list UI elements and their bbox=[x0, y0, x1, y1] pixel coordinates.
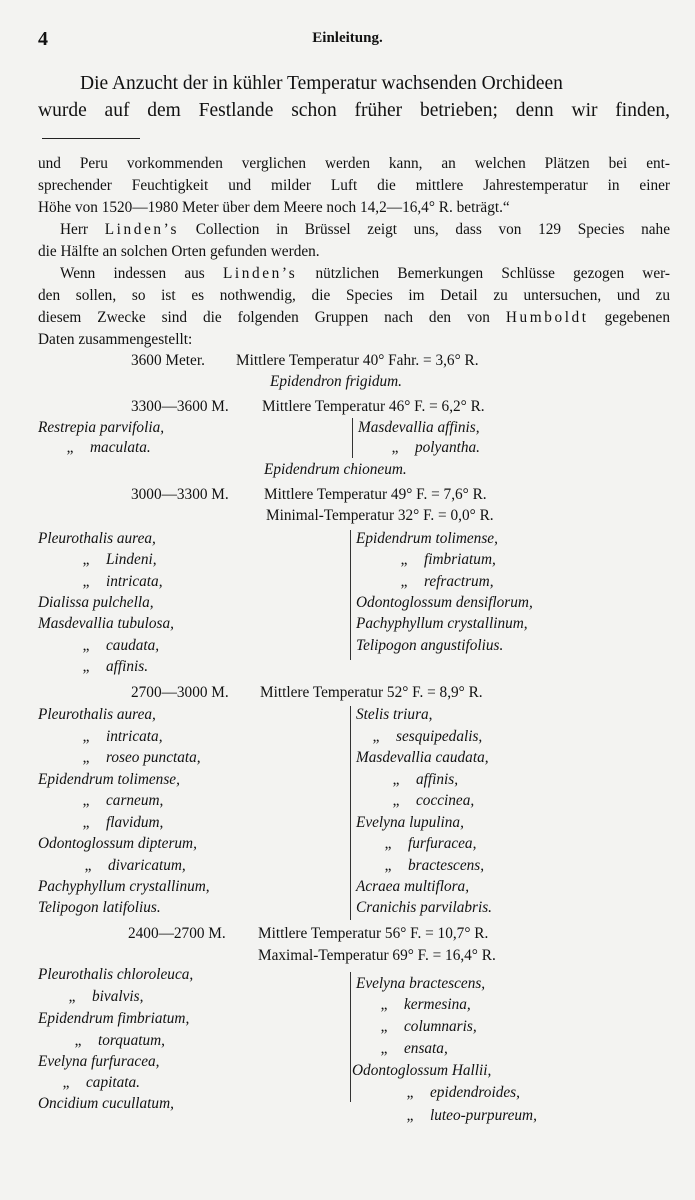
species-name: Epidendrum tolimense, bbox=[38, 771, 180, 788]
altitude-label: 3300—3600 M. bbox=[131, 398, 229, 415]
species-epithet: roseo punctata, bbox=[106, 749, 201, 766]
species-name: Epidendrum fimbriatum, bbox=[38, 1010, 190, 1027]
ditto-mark: „ bbox=[82, 551, 90, 568]
species-name bbox=[50, 439, 151, 457]
footnote-line: sprechender Feuchtigkeit und milder Luft die mittlere Jahrestemperatur in einer bbox=[38, 177, 670, 194]
ditto-mark: „ bbox=[82, 573, 90, 590]
footnote-text: Collection in Brüssel zeigt uns, dass von 129 Species nahe bbox=[179, 221, 670, 238]
species-epithet: affinis, bbox=[416, 771, 459, 788]
ditto-mark: „ bbox=[391, 439, 399, 456]
person-name: Linden’s bbox=[222, 265, 298, 282]
species-name: Odontoglossum dipterum, bbox=[38, 835, 197, 852]
species-name: Acraea multiflora, bbox=[356, 878, 470, 895]
ditto-mark: „ bbox=[82, 814, 90, 831]
species-name bbox=[58, 1032, 165, 1050]
ditto-mark: „ bbox=[392, 792, 400, 809]
page-number: 4 bbox=[38, 28, 48, 50]
ditto-mark: „ bbox=[62, 1074, 70, 1091]
altitude-label: 3000—3300 M. bbox=[131, 486, 229, 503]
species-name bbox=[66, 551, 157, 569]
ditto-mark: „ bbox=[74, 1032, 82, 1049]
species-name bbox=[364, 1040, 448, 1058]
species-name: Evelyna furfuracea, bbox=[38, 1053, 160, 1070]
species-epithet: intricata, bbox=[106, 573, 163, 590]
species-name bbox=[66, 728, 163, 746]
species-epithet: torquatum, bbox=[98, 1032, 165, 1049]
ditto-mark: „ bbox=[82, 792, 90, 809]
temperature-line: Mittlere Temperatur 40° Fahr. = 3,6° R. bbox=[236, 352, 479, 369]
ditto-mark: „ bbox=[380, 996, 388, 1013]
intro-line-1: Die Anzucht der in kühler Temperatur wachsenden Orchideen bbox=[80, 73, 563, 94]
species-name: Cranichis parvilabris. bbox=[356, 899, 492, 916]
ditto-mark: „ bbox=[82, 749, 90, 766]
species-name: Epidendron frigidum. bbox=[270, 373, 403, 390]
species-name bbox=[390, 1084, 520, 1102]
intro-line-2: wurde auf dem Festlande schon früher betrieben; denn wir finden, bbox=[38, 100, 670, 121]
species-epithet: maculata. bbox=[90, 439, 151, 456]
species-name: Pachyphyllum crystallinum, bbox=[38, 878, 210, 895]
species-name bbox=[376, 771, 458, 789]
ditto-mark: „ bbox=[406, 1107, 414, 1124]
species-name: Dialissa pulchella, bbox=[38, 594, 154, 611]
species-epithet: fimbriatum, bbox=[424, 551, 496, 568]
species-epithet: flavidum, bbox=[106, 814, 164, 831]
species-name bbox=[375, 439, 480, 457]
species-epithet: bractescens, bbox=[408, 857, 485, 874]
footnote-line: Daten zusammengestellt: bbox=[38, 331, 193, 348]
species-name bbox=[66, 637, 159, 655]
footnote-line: und Peru vorkommenden verglichen werden kann, an welchen Plätzen bei ent- bbox=[38, 155, 670, 172]
ditto-mark: „ bbox=[406, 1084, 414, 1101]
species-epithet: carneum, bbox=[106, 792, 164, 809]
species-name: Pleurothalis aurea, bbox=[38, 530, 156, 547]
species-name bbox=[364, 1018, 477, 1036]
altitude-label: 3600 Meter. bbox=[131, 352, 205, 369]
ditto-mark: „ bbox=[372, 728, 380, 745]
footnote-text: Herr bbox=[60, 221, 105, 238]
ditto-mark: „ bbox=[400, 551, 408, 568]
temperature-line: Mittlere Temperatur 52° F. = 8,9° R. bbox=[260, 684, 483, 701]
species-epithet: polyantha. bbox=[415, 439, 481, 456]
species-epithet: furfuracea, bbox=[408, 835, 477, 852]
ditto-mark: „ bbox=[384, 857, 392, 874]
ditto-mark: „ bbox=[400, 573, 408, 590]
species-name: Masdevallia caudata, bbox=[356, 749, 489, 766]
species-name: Telipogon latifolius. bbox=[38, 899, 161, 916]
species-epithet: kermesina, bbox=[404, 996, 471, 1013]
footnote-line: den sollen, so ist es nothwendig, die Species im Detail zu untersuchen, und zu bbox=[38, 287, 670, 304]
ditto-mark: „ bbox=[82, 637, 90, 654]
species-name: Restrepia parvifolia, bbox=[38, 419, 165, 436]
species-name bbox=[66, 814, 163, 832]
species-name bbox=[66, 573, 163, 591]
species-name: Epidendrum chioneum. bbox=[264, 461, 407, 478]
footnote-line bbox=[60, 219, 670, 241]
species-name bbox=[368, 835, 476, 853]
altitude-label: 2400—2700 M. bbox=[128, 925, 226, 942]
species-name: Stelis triura, bbox=[356, 706, 433, 723]
footnote-line: Höhe von 1520—1980 Meter über dem Meere noch 14,2—16,4° R. beträgt.“ bbox=[38, 199, 510, 216]
species-name bbox=[390, 1107, 537, 1125]
temperature-line: Mittlere Temperatur 56° F. = 10,7° R. bbox=[258, 925, 489, 942]
temperature-line: Mittlere Temperatur 46° F. = 6,2° R. bbox=[262, 398, 485, 415]
species-epithet: columnaris, bbox=[404, 1018, 477, 1035]
species-name bbox=[66, 792, 163, 810]
species-name: Telipogon angustifolius. bbox=[356, 637, 504, 654]
species-name bbox=[66, 749, 201, 767]
ditto-mark: „ bbox=[380, 1018, 388, 1035]
ditto-mark: „ bbox=[66, 439, 74, 456]
species-name: Epidendrum tolimense, bbox=[356, 530, 498, 547]
running-header: Einleitung. bbox=[312, 30, 383, 46]
altitude-label: 2700—3000 M. bbox=[131, 684, 229, 701]
species-epithet: divaricatum, bbox=[108, 857, 186, 874]
footnote-text: nützlichen Bemerkungen Schlüsse gezogen wer- bbox=[297, 265, 671, 282]
species-name: Pleurothalis chloroleuca, bbox=[38, 966, 194, 983]
column-divider bbox=[350, 972, 351, 1102]
column-divider bbox=[350, 706, 351, 920]
column-divider bbox=[350, 530, 351, 660]
temperature-line: Maximal-Temperatur 69° F. = 16,4° R. bbox=[258, 947, 496, 964]
species-name bbox=[52, 988, 143, 1006]
species-name: Masdevallia affinis, bbox=[358, 419, 480, 436]
species-name bbox=[356, 728, 482, 746]
species-name bbox=[46, 1074, 140, 1092]
species-name: Oncidium cucullatum, bbox=[38, 1095, 174, 1112]
species-epithet: capitata. bbox=[86, 1074, 140, 1091]
species-name: Odontoglossum Hallii, bbox=[352, 1062, 492, 1079]
person-name: Humboldt bbox=[505, 309, 589, 326]
footnote-line bbox=[60, 263, 670, 285]
ditto-mark: „ bbox=[82, 658, 90, 675]
species-epithet: refractrum, bbox=[424, 573, 494, 590]
species-epithet: sesquipedalis, bbox=[396, 728, 483, 745]
ditto-mark: „ bbox=[384, 835, 392, 852]
ditto-mark: „ bbox=[82, 728, 90, 745]
footnote-text: diesem Zwecke sind die folgenden Gruppen nach den von bbox=[38, 309, 506, 326]
person-name: Linden’s bbox=[104, 221, 180, 238]
footnote-line: die Hälfte an solchen Orten gefunden werden. bbox=[38, 243, 320, 260]
ditto-mark: „ bbox=[68, 988, 76, 1005]
species-name bbox=[364, 996, 471, 1014]
species-epithet: ensata, bbox=[404, 1040, 448, 1057]
species-name bbox=[368, 857, 484, 875]
footnote-line bbox=[38, 307, 670, 329]
species-name: Pleurothalis aurea, bbox=[38, 706, 156, 723]
species-epithet: coccinea, bbox=[416, 792, 475, 809]
species-name: Evelyna bractescens, bbox=[356, 975, 486, 992]
footnote-rule bbox=[42, 138, 140, 139]
temperature-line: Minimal-Temperatur 32° F. = 0,0° R. bbox=[266, 507, 494, 524]
species-name bbox=[68, 857, 186, 875]
species-epithet: Lindeni, bbox=[106, 551, 157, 568]
footnote-text: Wenn indessen aus bbox=[60, 265, 223, 282]
ditto-mark: „ bbox=[380, 1040, 388, 1057]
species-name bbox=[384, 573, 494, 591]
species-name bbox=[66, 658, 148, 676]
species-epithet: epidendroides, bbox=[430, 1084, 520, 1101]
species-epithet: affinis. bbox=[106, 658, 149, 675]
column-divider bbox=[352, 418, 353, 458]
ditto-mark: „ bbox=[84, 857, 92, 874]
species-name bbox=[384, 551, 496, 569]
species-name: Evelyna lupulina, bbox=[356, 814, 464, 831]
species-name: Masdevallia tubulosa, bbox=[38, 615, 174, 632]
ditto-mark: „ bbox=[392, 771, 400, 788]
species-name: Odontoglossum densiflorum, bbox=[356, 594, 533, 611]
species-epithet: bivalvis, bbox=[92, 988, 144, 1005]
species-epithet: intricata, bbox=[106, 728, 163, 745]
temperature-line: Mittlere Temperatur 49° F. = 7,6° R. bbox=[264, 486, 487, 503]
species-name: Pachyphyllum crystallinum, bbox=[356, 615, 528, 632]
species-name bbox=[376, 792, 474, 810]
footnote-text: gegebenen bbox=[588, 309, 670, 326]
species-epithet: caudata, bbox=[106, 637, 160, 654]
species-epithet: luteo-purpureum, bbox=[430, 1107, 537, 1124]
